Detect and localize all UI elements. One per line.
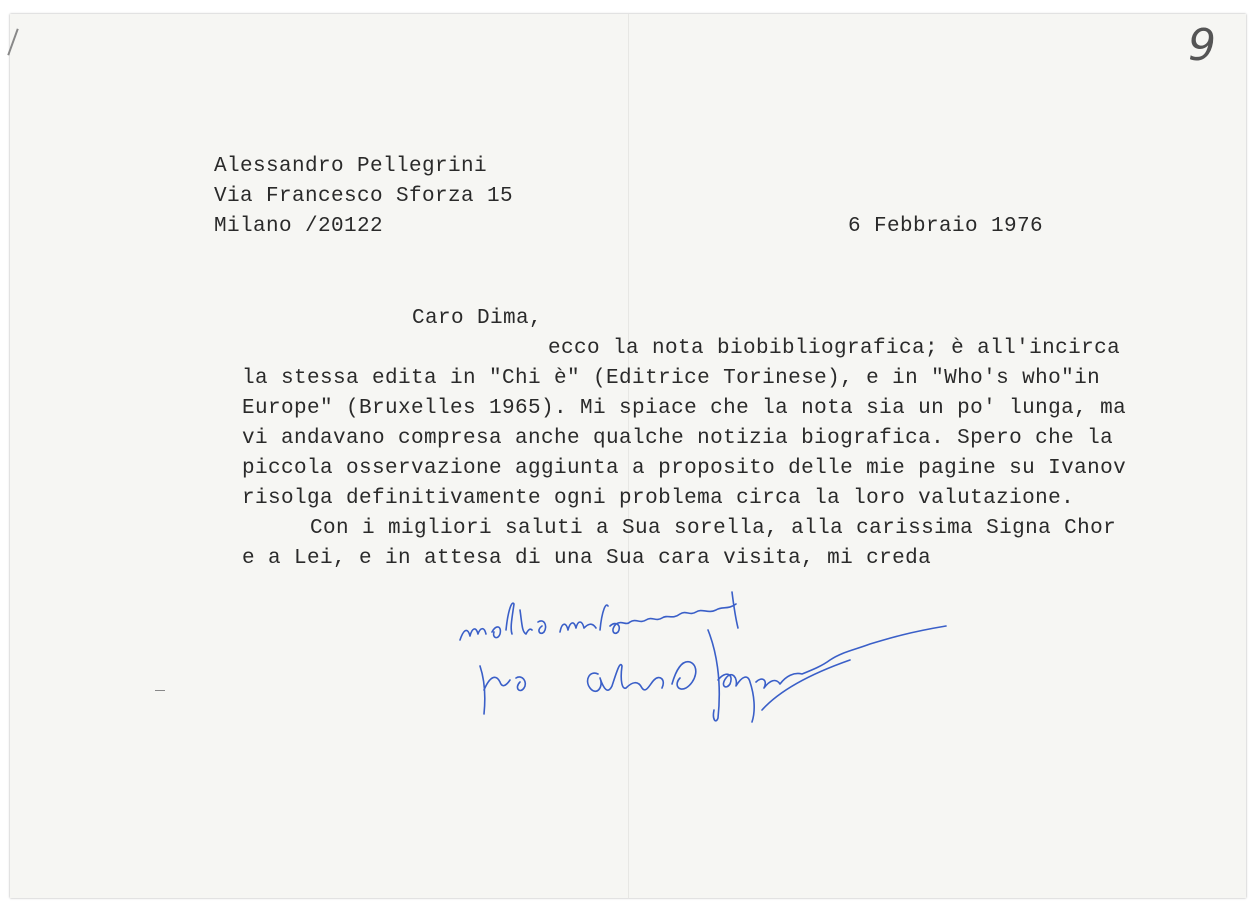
page-number: 9: [1188, 20, 1216, 71]
signature-drawing: [450, 570, 960, 730]
closing-line-1: [450, 570, 451, 571]
sender-street: Via Francesco Sforza 15: [214, 185, 514, 208]
body-line: ecco la nota biobibliografica; è all'incirca: [548, 337, 1121, 360]
sender-name: Alessandro Pellegrini: [214, 155, 488, 178]
body-line: la stessa edita in "Chi è" (Editrice Torinese), e in "Who's who"in: [242, 367, 1101, 390]
body-line: e a Lei, e in attesa di una Sua cara visita, mi creda: [242, 547, 932, 570]
paper-mark: [155, 690, 165, 691]
handwritten-signature: [450, 570, 960, 730]
letter-date: 6 Febbraio 1976: [848, 215, 1044, 238]
sender-city: Milano /20122: [214, 215, 384, 238]
body-line: vi andavano compresa anche qualche notizia biografica. Spero che la: [242, 427, 1114, 450]
body-line: Con i migliori saluti a Sua sorella, alla carissima Signa Chor: [310, 517, 1117, 540]
body-line: risolga definitivamente ogni problema circa la loro valutazione.: [242, 487, 1075, 510]
body-line: Europe" (Bruxelles 1965). Mi spiace che la nota sia un po' lunga, ma: [242, 397, 1127, 420]
salutation: Caro Dima,: [412, 307, 543, 330]
body-line: piccola osservazione aggiunta a proposito delle mie pagine su Ivanov: [242, 457, 1127, 480]
